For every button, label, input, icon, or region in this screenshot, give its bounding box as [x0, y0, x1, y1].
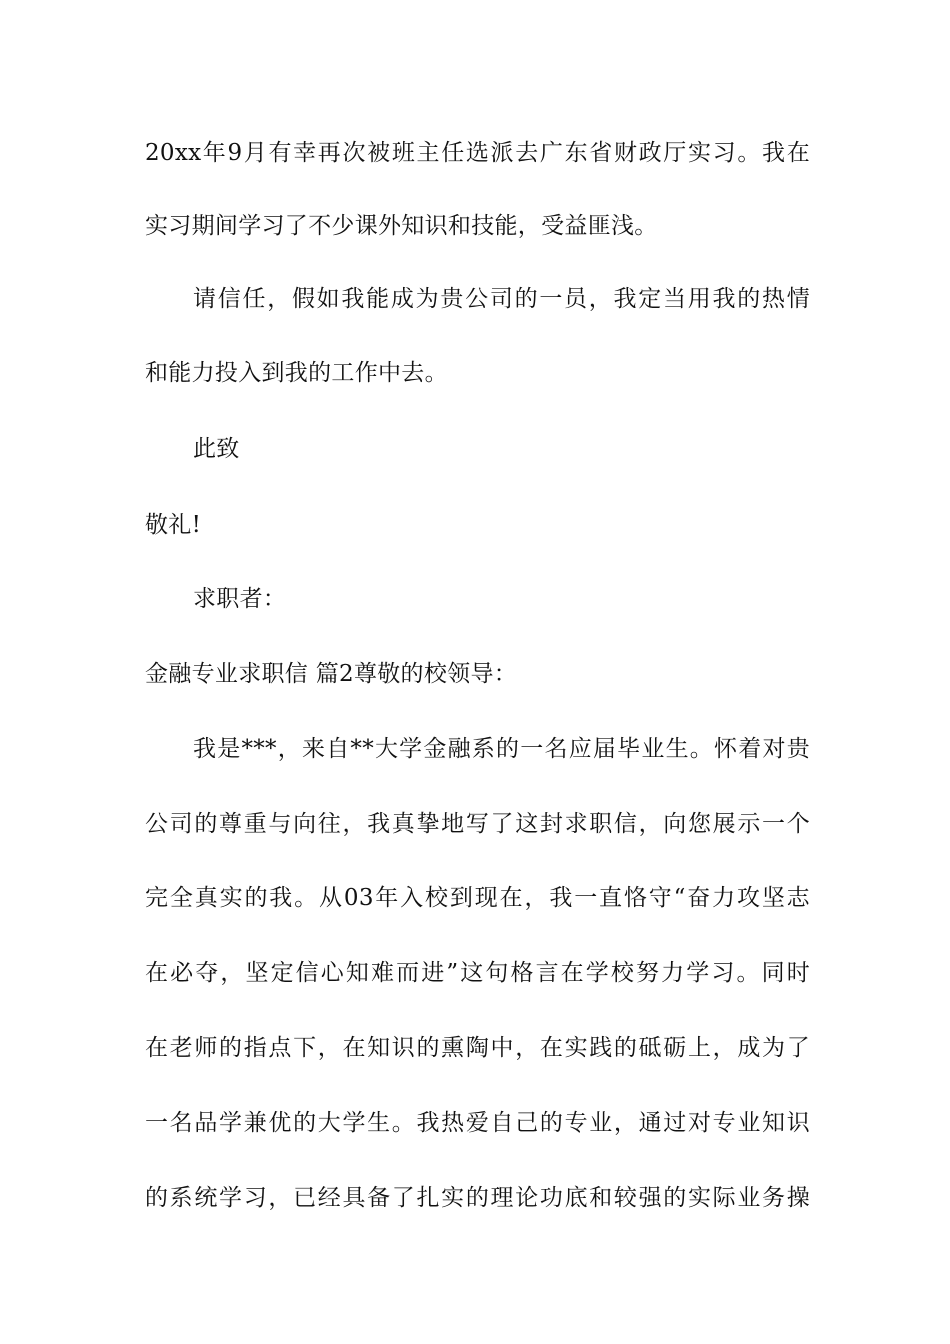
paragraph-line: 20xx年9月有幸再次被班主任选派去广东省财政厅实习。我在: [145, 140, 810, 166]
paragraph-line: 一名品学兼优的大学生。我热爱自己的专业，通过对专业知识: [145, 1110, 810, 1136]
paragraph-line: 我是***，来自**大学金融系的一名应届毕业生。怀着对贵: [193, 736, 810, 762]
closing-line: 此致: [193, 436, 240, 462]
signature-label: 求职者：: [193, 586, 287, 612]
paragraph-line: 公司的尊重与向往，我真挚地写了这封求职信，向您展示一个: [145, 811, 810, 837]
salutation-line: 敬礼!: [145, 512, 202, 538]
paragraph-line: 和能力投入到我的工作中去。: [145, 360, 448, 386]
section-heading: 金融专业求职信 篇2尊敬的校领导：: [145, 661, 518, 687]
paragraph-line: 实习期间学习了不少课外知识和技能，受益匪浅。: [145, 213, 658, 239]
paragraph-line: 的系统学习，已经具备了扎实的理论功底和较强的实际业务操: [145, 1185, 810, 1211]
paragraph-line: 在必夺，坚定信心知难而进”这句格言在学校努力学习。同时: [145, 960, 810, 986]
paragraph-line: 完全真实的我。从03年入校到现在，我一直恪守“奋力攻坚志: [145, 885, 810, 911]
paragraph-line: 请信任，假如我能成为贵公司的一员，我定当用我的热情: [193, 286, 810, 312]
paragraph-line: 在老师的指点下，在知识的熏陶中，在实践的砥砺上，成为了: [145, 1035, 810, 1061]
